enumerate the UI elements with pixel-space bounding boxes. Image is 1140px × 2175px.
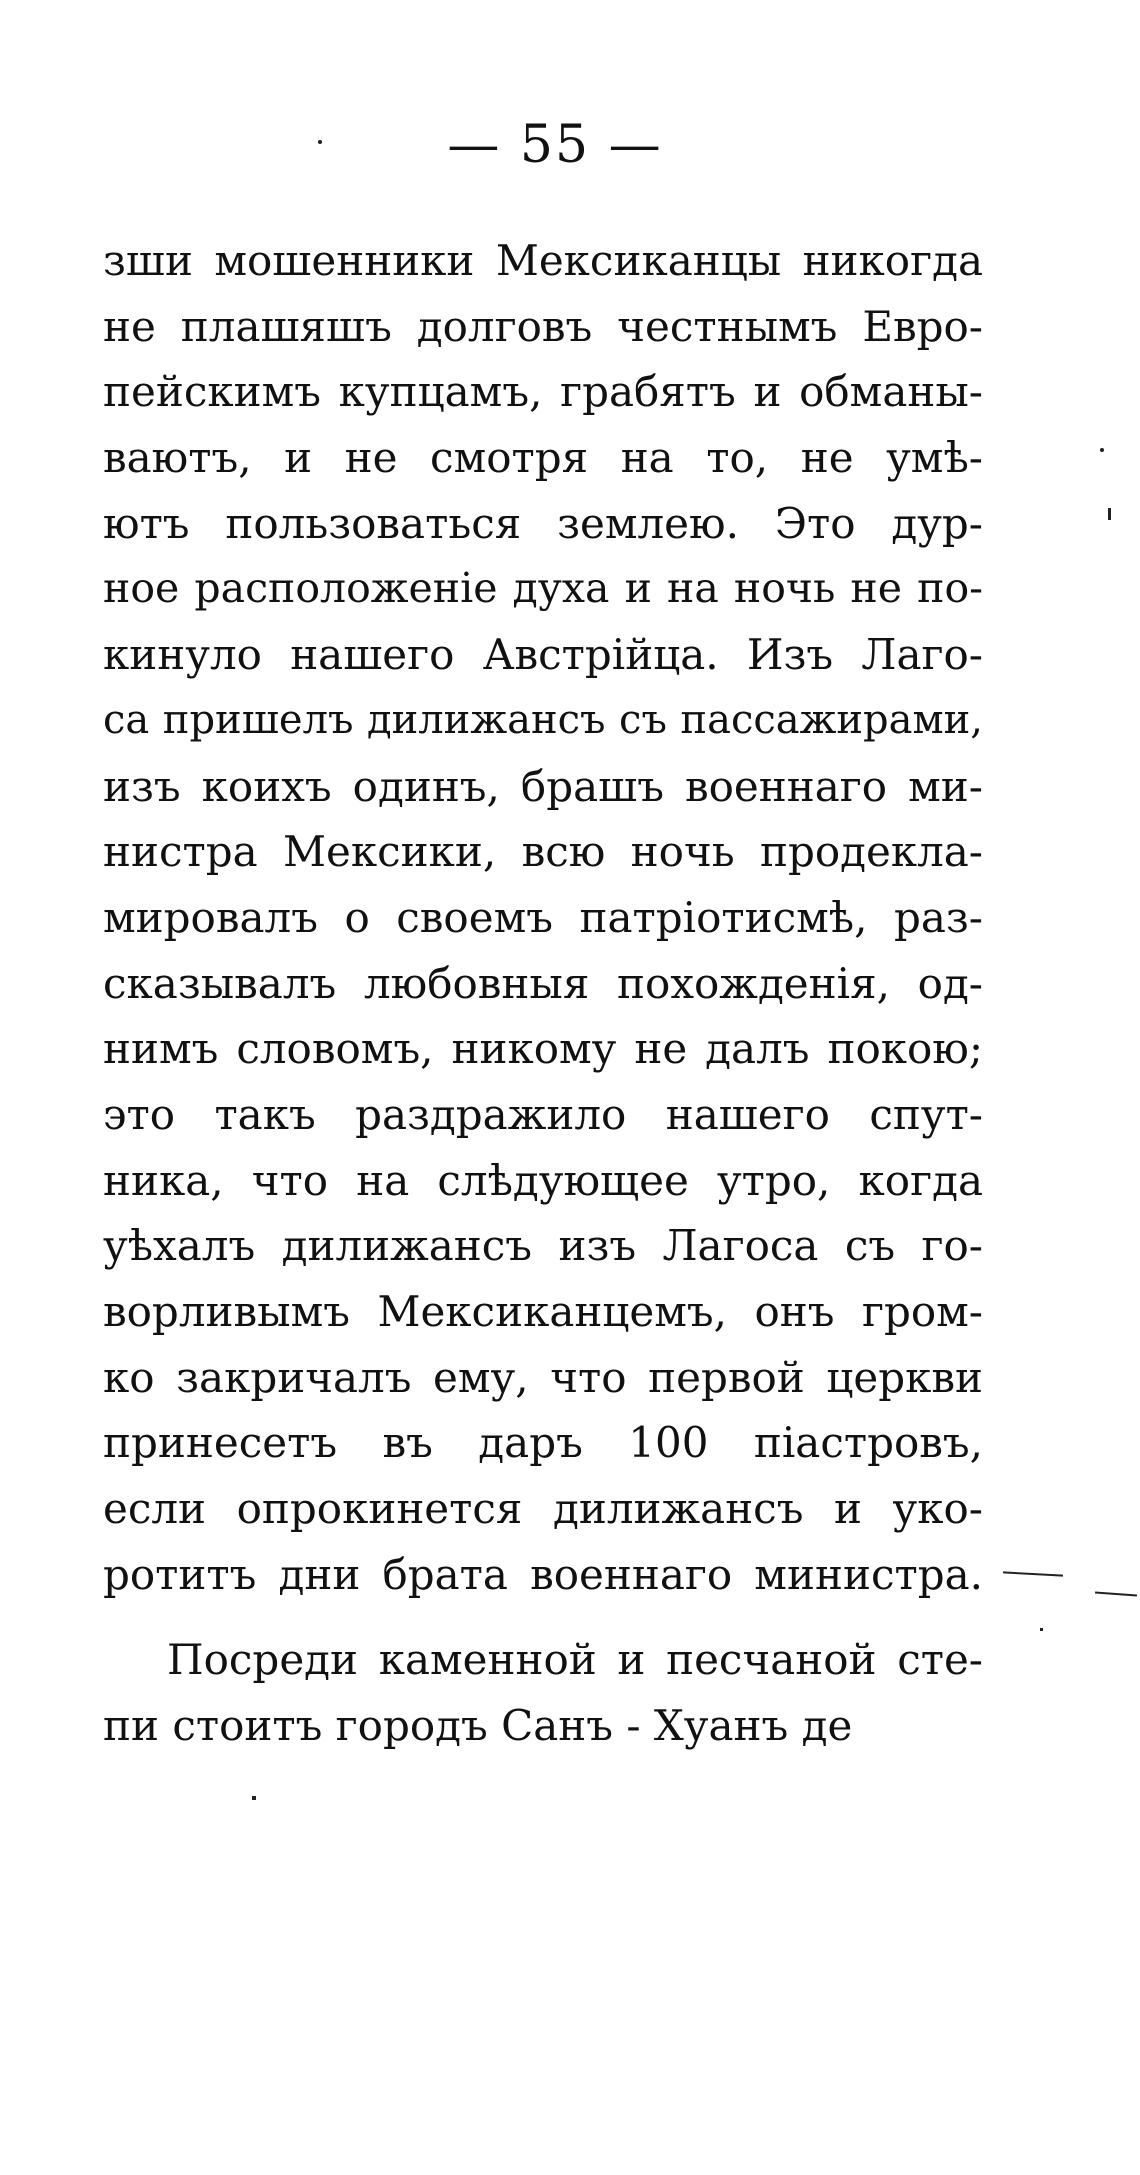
scan-speck [1108, 508, 1111, 520]
text-line: уѣхалъ дилижансъ изъ Лагоса съ го- [103, 1221, 983, 1271]
scan-line [1095, 1592, 1137, 1597]
text-line: пи стоитъ городъ Санъ - Хуанъ де [103, 1701, 853, 1751]
text-line: принесетъ въ даръ 100 пiастровъ, [103, 1418, 983, 1468]
paragraph-gap [103, 1607, 983, 1627]
scan-speck [252, 1796, 256, 1800]
text-line: Посреди каменной и песчаной сте- [167, 1635, 983, 1685]
scan-speck [318, 140, 322, 144]
text-line: ное расположенie духа и на ночь не по- [103, 564, 983, 613]
paragraph-2 [103, 1627, 983, 1758]
text-line: мировалъ о своемъ патрiотисмѣ, раз- [103, 892, 983, 942]
text-line: пейскимъ купцамъ, грабятъ и обманы- [103, 367, 983, 417]
scan-line [1003, 1571, 1063, 1576]
text-line: изъ коихъ одинъ, брашъ военнаго ми- [103, 761, 983, 811]
text-line: нистра Мексики, всю ночь продекла- [103, 827, 983, 877]
text-line: если опрокинется дилижансъ и уко- [103, 1484, 983, 1534]
body-text [103, 228, 983, 1759]
text-line: ютъ пользоваться землею. Это дур- [103, 498, 983, 548]
text-line: ваютъ, и не смотря на то, не умѣ- [103, 433, 983, 483]
text-line: не плашяшъ долговъ честнымъ Евро- [103, 301, 983, 351]
text-line: нимъ словомъ, никому не далъ покою; [103, 1024, 983, 1074]
text-line: ко закричалъ ему, что первой церкви [103, 1352, 983, 1402]
scan-speck [1040, 1628, 1043, 1631]
text-line: ника, что на слѣдующее утро, когда [103, 1155, 983, 1205]
text-line: это такъ раздражило нашего спут- [103, 1089, 983, 1139]
text-line: зши мошенники Мексиканцы никогда [103, 236, 983, 285]
paragraph-1 [103, 228, 983, 1607]
text-line: сказывалъ любовныя похожденiя, од- [103, 958, 983, 1008]
text-line: ворливымъ Мексиканцемъ, онъ гром- [103, 1287, 983, 1336]
text-line: кинуло нашего Австрiйца. Изъ Лаго- [103, 630, 983, 680]
page-number: — 55 — [447, 115, 663, 175]
text-line: ротитъ дни брата военнаго министра. [103, 1549, 983, 1599]
text-line: са пришелъ дилижансъ съ пассажирами, [103, 696, 983, 743]
scan-speck [1100, 448, 1104, 452]
